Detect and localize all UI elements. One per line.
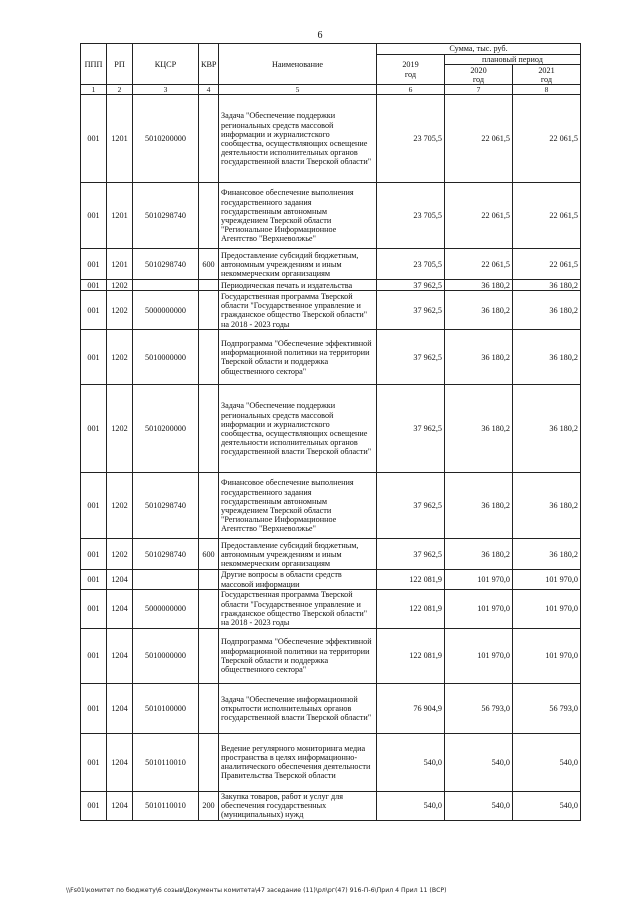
cell-ppp: 001	[81, 628, 107, 683]
cell-v2021: 540,0	[513, 733, 581, 791]
table-row	[81, 791, 581, 820]
cell-kcsr: 5010000000	[133, 628, 199, 683]
header-ppp: ППП	[81, 44, 107, 85]
table-row	[81, 291, 581, 330]
header-sum: Сумма, тыс. руб.	[377, 44, 581, 55]
cell-v2019: 540,0	[377, 733, 445, 791]
cell-v2019: 122 081,9	[377, 570, 445, 589]
cell-ppp: 001	[81, 385, 107, 473]
cell-ppp: 001	[81, 589, 107, 628]
cell-name: Финансовое обеспечение выполнения государственного задания государственным автономным учреждением Тверской области "Региональное Информационное Агентство "Верхневолжье"	[219, 183, 377, 249]
cell-kcsr: 5010100000	[133, 683, 199, 733]
cell-v2020: 22 061,5	[445, 249, 513, 280]
cell-v2021: 56 793,0	[513, 683, 581, 733]
cell-rp: 1204	[107, 628, 133, 683]
table-row	[81, 539, 581, 570]
header-kvr: КВР	[199, 44, 219, 85]
cell-v2019: 37 962,5	[377, 385, 445, 473]
table-row	[81, 385, 581, 473]
cell-ppp: 001	[81, 733, 107, 791]
cell-v2021: 36 180,2	[513, 539, 581, 570]
cell-v2019: 37 962,5	[377, 539, 445, 570]
cell-rp: 1204	[107, 589, 133, 628]
cell-v2020: 36 180,2	[445, 330, 513, 385]
cell-rp: 1201	[107, 249, 133, 280]
cell-rp: 1202	[107, 280, 133, 291]
cell-ppp: 001	[81, 280, 107, 291]
cell-rp: 1204	[107, 683, 133, 733]
cell-name: Подпрограмма "Обеспечение эффективной информационной политики на территории Тверской области и поддержка общественного сектора"	[219, 330, 377, 385]
cell-name: Задача "Обеспечение информационной открытости исполнительных органов государственной власти Тверской области"	[219, 683, 377, 733]
cell-v2019: 540,0	[377, 791, 445, 820]
table-row	[81, 570, 581, 589]
cell-name: Финансовое обеспечение выполнения государственного задания государственным автономным учреждением Тверской области "Региональное Информационное Агентство "Верхневолжье"	[219, 473, 377, 539]
cell-v2021: 101 970,0	[513, 589, 581, 628]
cell-kcsr: 5010000000	[133, 330, 199, 385]
cell-v2020: 101 970,0	[445, 570, 513, 589]
cell-v2019: 122 081,9	[377, 628, 445, 683]
header-2020: 2020 год	[445, 65, 513, 85]
cell-ppp: 001	[81, 683, 107, 733]
cell-v2020: 101 970,0	[445, 628, 513, 683]
cell-ppp: 001	[81, 330, 107, 385]
cell-kvr: 200	[199, 791, 219, 820]
cell-kvr	[199, 95, 219, 183]
header-plan-period: плановый период	[445, 55, 581, 65]
page-number: 6	[317, 30, 323, 41]
cell-kcsr: 5010110010	[133, 733, 199, 791]
cell-kcsr: 5010110010	[133, 791, 199, 820]
cell-v2019: 23 705,5	[377, 183, 445, 249]
cell-ppp: 001	[81, 570, 107, 589]
cell-v2021: 22 061,5	[513, 95, 581, 183]
cell-v2021: 22 061,5	[513, 183, 581, 249]
table-row	[81, 628, 581, 683]
cell-ppp: 001	[81, 95, 107, 183]
cell-name: Задача "Обеспечение поддержки региональных средств массовой информации и журналистского сообщества, осуществляющих освещение деятельности исполнительных органов государственной власти Тверской области"	[219, 95, 377, 183]
cell-kcsr	[133, 570, 199, 589]
cell-name: Государственная программа Тверской области "Государственное управление и гражданское общество Тверской области" на 2018 - 2023 годы	[219, 291, 377, 330]
cell-v2020: 36 180,2	[445, 291, 513, 330]
cell-v2021: 36 180,2	[513, 330, 581, 385]
cell-kvr: 600	[199, 539, 219, 570]
cell-kvr	[199, 291, 219, 330]
header-name: Наименование	[219, 44, 377, 85]
cell-v2021: 540,0	[513, 791, 581, 820]
cell-v2021: 22 061,5	[513, 249, 581, 280]
cell-name: Закупка товаров, работ и услуг для обеспечения государственных (муниципальных) нужд	[219, 791, 377, 820]
table-row	[81, 280, 581, 291]
cell-v2021: 101 970,0	[513, 628, 581, 683]
cell-v2020: 36 180,2	[445, 539, 513, 570]
cell-v2019: 122 081,9	[377, 589, 445, 628]
column-index-row: 1 2 3 4 5 6 7 8	[81, 85, 581, 95]
cell-name: Предоставление субсидий бюджетным, автономным учреждениям и иным некоммерческим организациям	[219, 249, 377, 280]
cell-kcsr: 5000000000	[133, 589, 199, 628]
table-row	[81, 95, 581, 183]
cell-v2021: 36 180,2	[513, 280, 581, 291]
cell-ppp: 001	[81, 539, 107, 570]
cell-rp: 1202	[107, 385, 133, 473]
cell-rp: 1202	[107, 330, 133, 385]
cell-kvr	[199, 628, 219, 683]
cell-rp: 1201	[107, 95, 133, 183]
cell-ppp: 001	[81, 249, 107, 280]
cell-kcsr: 5010200000	[133, 385, 199, 473]
cell-rp: 1202	[107, 539, 133, 570]
cell-v2020: 36 180,2	[445, 280, 513, 291]
cell-rp: 1202	[107, 291, 133, 330]
cell-kcsr: 5010298740	[133, 183, 199, 249]
cell-name: Задача "Обеспечение поддержки региональных средств массовой информации и журналистского сообщества, осуществляющих освещение деятельности исполнительных органов государственной власти Тверской области"	[219, 385, 377, 473]
cell-kcsr: 5000000000	[133, 291, 199, 330]
cell-ppp: 001	[81, 473, 107, 539]
cell-v2019: 23 705,5	[377, 249, 445, 280]
cell-name: Другие вопросы в области средств массовой информации	[219, 570, 377, 589]
cell-kvr	[199, 683, 219, 733]
cell-kvr	[199, 330, 219, 385]
cell-ppp: 001	[81, 791, 107, 820]
cell-v2021: 36 180,2	[513, 473, 581, 539]
cell-kvr	[199, 183, 219, 249]
table-row	[81, 330, 581, 385]
cell-kvr	[199, 385, 219, 473]
cell-v2021: 101 970,0	[513, 570, 581, 589]
budget-table	[80, 43, 581, 821]
cell-v2020: 101 970,0	[445, 589, 513, 628]
header-rp: РП	[107, 44, 133, 85]
cell-kvr	[199, 589, 219, 628]
cell-kvr	[199, 570, 219, 589]
cell-kcsr: 5010298740	[133, 539, 199, 570]
table-row	[81, 183, 581, 249]
cell-v2020: 36 180,2	[445, 385, 513, 473]
cell-v2020: 22 061,5	[445, 95, 513, 183]
cell-kvr	[199, 733, 219, 791]
table-row	[81, 249, 581, 280]
cell-v2019: 37 962,5	[377, 280, 445, 291]
cell-rp: 1204	[107, 733, 133, 791]
cell-rp: 1202	[107, 473, 133, 539]
table-row	[81, 683, 581, 733]
cell-name: Государственная программа Тверской области "Государственное управление и гражданское общество Тверской области" на 2018 - 2023 годы	[219, 589, 377, 628]
cell-v2021: 36 180,2	[513, 385, 581, 473]
cell-v2020: 540,0	[445, 733, 513, 791]
table-row	[81, 589, 581, 628]
cell-name: Ведение регулярного мониторинга медиа пространства в целях информационно-аналитического обеспечения деятельности Правительства Тверской области	[219, 733, 377, 791]
cell-kvr	[199, 280, 219, 291]
cell-ppp: 001	[81, 291, 107, 330]
cell-kvr: 600	[199, 249, 219, 280]
header-kcsr: КЦСР	[133, 44, 199, 85]
cell-kcsr	[133, 280, 199, 291]
cell-kvr	[199, 473, 219, 539]
cell-v2021: 36 180,2	[513, 291, 581, 330]
header-2021: 2021 год	[513, 65, 581, 85]
table-header	[81, 44, 581, 85]
cell-v2019: 37 962,5	[377, 291, 445, 330]
cell-v2019: 37 962,5	[377, 473, 445, 539]
cell-name: Предоставление субсидий бюджетным, автономным учреждениям и иным некоммерческим организациям	[219, 539, 377, 570]
cell-kcsr: 5010200000	[133, 95, 199, 183]
cell-rp: 1201	[107, 183, 133, 249]
cell-v2020: 22 061,5	[445, 183, 513, 249]
cell-v2020: 540,0	[445, 791, 513, 820]
cell-rp: 1204	[107, 791, 133, 820]
cell-rp: 1204	[107, 570, 133, 589]
table-row	[81, 733, 581, 791]
cell-v2019: 23 705,5	[377, 95, 445, 183]
cell-name: Подпрограмма "Обеспечение эффективной информационной политики на территории Тверской области и поддержка общественного сектора"	[219, 628, 377, 683]
cell-kcsr: 5010298740	[133, 249, 199, 280]
cell-v2020: 56 793,0	[445, 683, 513, 733]
cell-kcsr: 5010298740	[133, 473, 199, 539]
header-2019: 2019 год	[377, 55, 445, 85]
file-path-footer: \\Fs01\комитет по бюджету\6 созыв\Документы комитета\47 заседание (11)\рл\рг(47) 916-П-6\Прил 4 Прил 11 (ВСР)	[66, 887, 447, 894]
table-row	[81, 473, 581, 539]
cell-v2020: 36 180,2	[445, 473, 513, 539]
cell-v2019: 37 962,5	[377, 330, 445, 385]
cell-name: Периодическая печать и издательства	[219, 280, 377, 291]
cell-v2019: 76 904,9	[377, 683, 445, 733]
cell-ppp: 001	[81, 183, 107, 249]
